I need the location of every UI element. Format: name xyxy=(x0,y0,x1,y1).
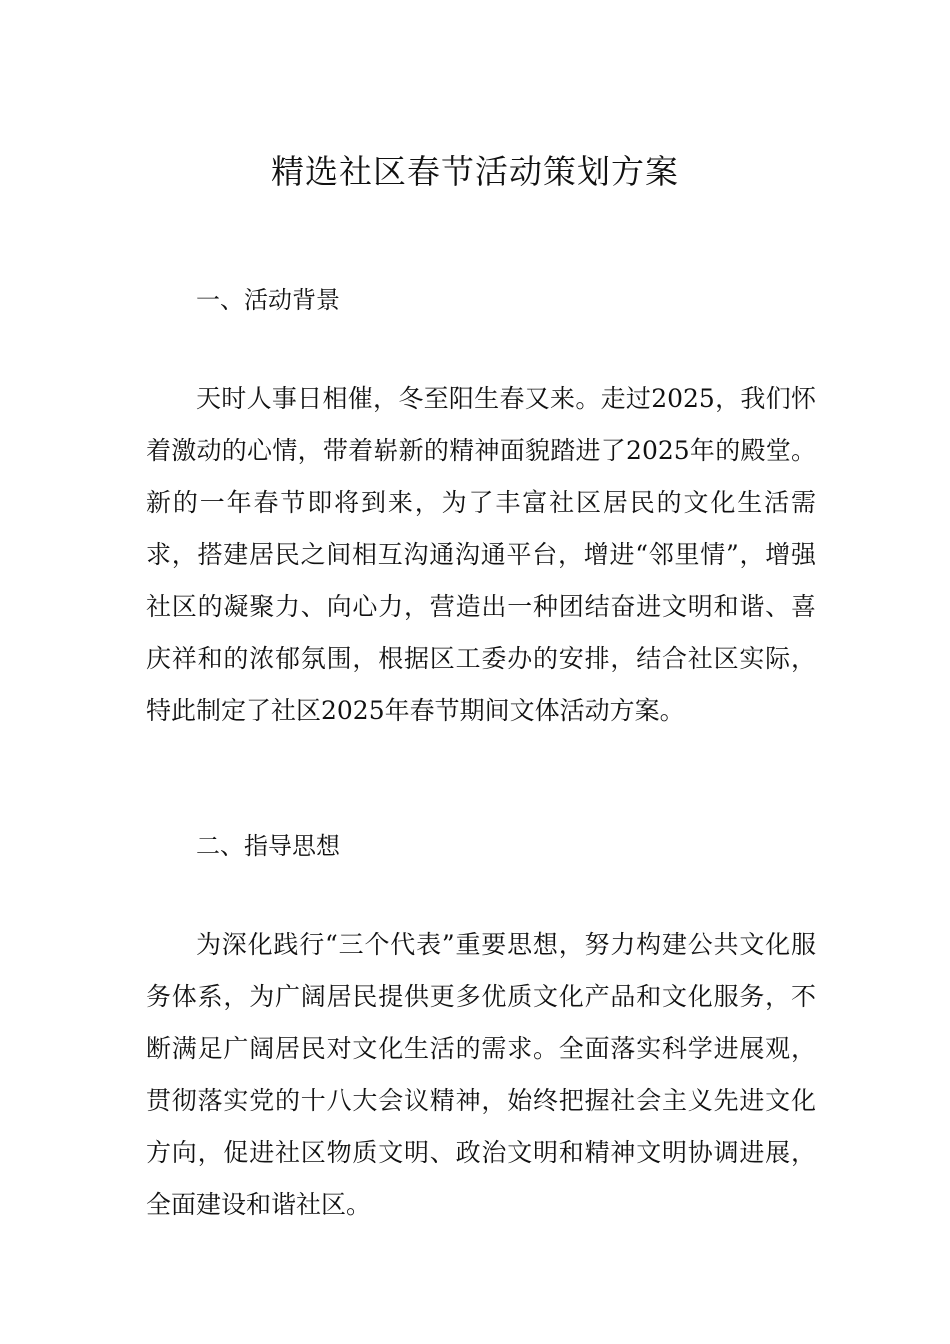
section-heading-guiding-ideology: 二、指导思想 xyxy=(196,832,340,860)
section-body-guiding-ideology: 为深化践行“三个代表”重要思想，努力构建公共文化服务体系，为广阔居民提供更多优质文化产品和文化服务，不断满足广阔居民对文化生活的需求。全面落实科学进展观，贯彻落实党的十八大会议精神，始终把握社会主义先进文化方向，促进社区物质文明、政治文明和精神文明协调进展，全面建设和谐社区。 xyxy=(146,930,816,1219)
section-heading-background: 一、活动背景 xyxy=(196,286,340,314)
section-body-background: 天时人事日相催，冬至阳生春又来。走过2025，我们怀着激动的心情，带着崭新的精神面貌踏进了2025年的殿堂。新的一年春节即将到来，为了丰富社区居民的文化生活需求，搭建居民之间相互沟通沟通平台，增进“邻里情”，增强社区的凝聚力、向心力，营造出一种团结奋进文明和谐、喜庆祥和的浓郁氛围，根据区工委办的安排，结合社区实际，特此制定了社区2025年春节期间文体活动方案。 xyxy=(146,384,816,725)
document-title: 精选社区春节活动策划方案 xyxy=(271,152,679,192)
